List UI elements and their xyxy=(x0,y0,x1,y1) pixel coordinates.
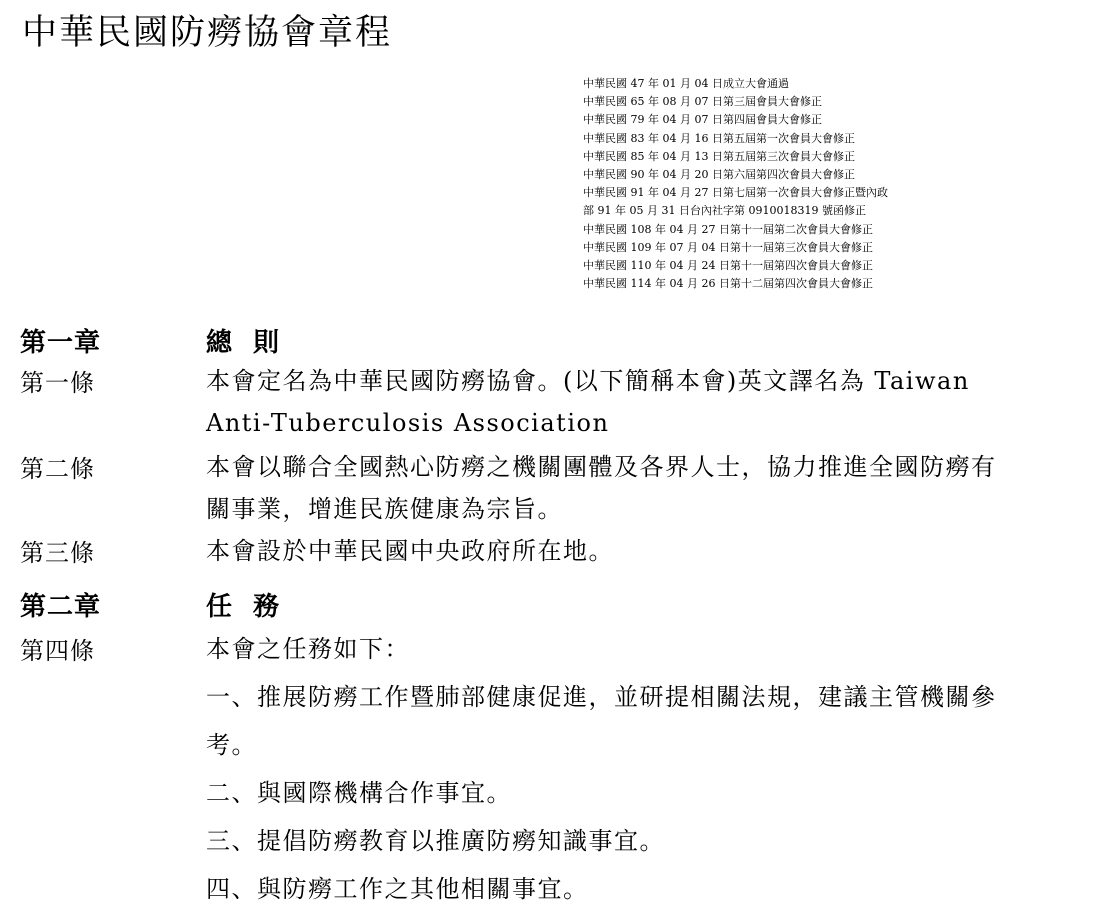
article-text xyxy=(206,360,1076,444)
chapter-heading: 任 務 xyxy=(206,592,286,622)
list-item: 二、與國際機構合作事宜。 xyxy=(206,779,512,807)
history-line: 中華民國 83 年 04 月 16 日第五屆第一次會員大會修正 xyxy=(583,131,855,145)
article-intro: 本會之任務如下： xyxy=(206,635,410,663)
history-line: 中華民國 85 年 04 月 13 日第五屆第三次會員大會修正 xyxy=(583,149,855,163)
article-text xyxy=(206,446,1076,530)
history-line: 中華民國 114 年 04 月 26 日第十二屆第四次會員大會修正 xyxy=(583,277,873,291)
history-line: 中華民國 47 年 01 月 04 日成立大會通過 xyxy=(583,77,789,90)
article-line: 本會設於中華民國中央政府所在地。 xyxy=(206,537,614,565)
chapter-heading: 總 則 xyxy=(206,328,286,358)
history-line: 中華民國 79 年 04 月 07 日第四屆會員大會修正 xyxy=(583,113,822,127)
history-line: 中華民國 90 年 04 月 20 日第六屆第四次會員大會修正 xyxy=(583,168,855,182)
article-line: 本會定名為中華民國防癆協會。(以下簡稱本會)英文譯名為 Taiwan xyxy=(206,367,970,395)
list-item: 三、提倡防癆教育以推廣防癆知識事宜。 xyxy=(206,827,665,855)
history-line: 中華民國 108 年 04 月 27 日第十一屆第二次會員大會修正 xyxy=(583,222,873,236)
article-text xyxy=(206,530,1076,572)
history-line: 部 91 年 05 月 31 日台內社字第 0910018319 號函修正 xyxy=(583,204,866,218)
article-label: 第一條 xyxy=(20,369,95,397)
list-item: 一、推展防癆工作暨肺部健康促進，並研提相關法規，建議主管機關參 xyxy=(206,683,997,711)
article-line: 本會以聯合全國熱心防癆之機關團體及各界人士，協力推進全國防癆有 xyxy=(206,453,997,481)
document-title: 中華民國防癆協會章程 xyxy=(22,13,393,53)
history-line: 中華民國 65 年 08 月 07 日第三屆會員大會修正 xyxy=(583,95,822,109)
history-line: 中華民國 110 年 04 月 24 日第十一屆第四次會員大會修正 xyxy=(583,259,873,273)
chapter-label: 第一章 xyxy=(20,328,102,358)
list-item: 考。 xyxy=(206,731,257,759)
task-list xyxy=(206,676,1086,916)
article-label: 第二條 xyxy=(20,455,95,483)
list-item: 四、與防癆工作之其他相關事宜。 xyxy=(206,875,589,903)
amendment-history xyxy=(583,75,1063,293)
article-line: 關事業，增進民族健康為宗旨。 xyxy=(206,495,563,523)
history-line: 中華民國 109 年 07 月 04 日第十一屆第三次會員大會修正 xyxy=(583,240,873,254)
article-line: Anti-Tuberculosis Association xyxy=(206,409,610,437)
article-label: 第三條 xyxy=(20,539,95,567)
article-label: 第四條 xyxy=(20,637,95,665)
chapter-label: 第二章 xyxy=(20,592,102,622)
history-line: 中華民國 91 年 04 月 27 日第七屆第一次會員大會修正暨內政 xyxy=(583,186,888,200)
